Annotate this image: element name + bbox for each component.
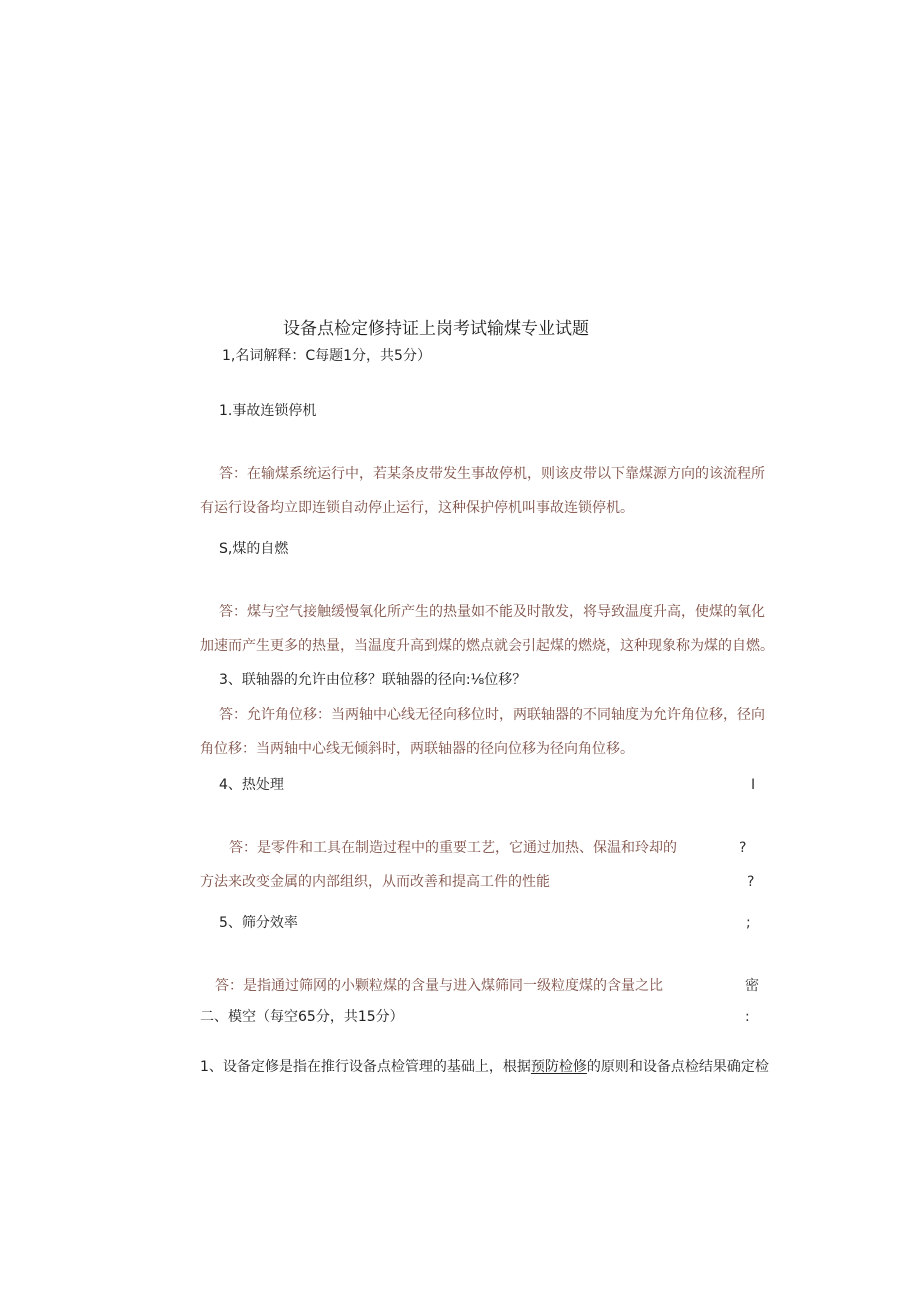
q2-answer-line-2: 加速而产生更多的热量，当温度升高到煤的燃点就会引起煤的燃烧，这种现象称为煤的自燃。 [200,638,774,654]
margin-mark: : [745,1009,750,1025]
q2-term: S,煤的自燃 [219,541,289,557]
q3-answer-line-1: 答：允许角位移：当两轴中心线无径向移位时，两联轴器的不同轴度为允许角位移，径向 [219,707,765,723]
q4-term: 4、热处理 [219,777,284,793]
section-1-heading: 1,名词解释：C每题1分，共5分） [222,348,431,364]
section-2-q1-prefix: 1、设备定修是指在推行设备点检管理的基础上，根据 [200,1059,531,1075]
q3-term: 3、联轴器的允许由位移？联轴器的径向:⅛位移？ [219,672,527,688]
margin-mark: ? [739,840,747,856]
q1-term: 1.事故连锁停机 [219,403,317,419]
page-title: 设备点检定修持证上岗考试输煤专业试题 [283,319,589,339]
margin-mark: I [751,777,756,793]
margin-mark: ; [746,915,751,931]
section-2-heading: 二、模空（每空65分，共15分） [200,1009,404,1025]
q3-answer-line-2: 角位移：当两轴中心线无倾斜时，两联轴器的径向位移为径向角位移。 [200,741,634,757]
q1-answer-line-1: 答：在输煤系统运行中，若某条皮带发生事故停机，则该皮带以下靠煤源方向的该流程所 [219,466,765,482]
margin-mark: 密 [745,978,759,994]
q4-answer-line-2: 方法来改变金属的内部组织，从而改善和提高工件的性能 [200,874,550,890]
margin-mark: ? [747,874,755,890]
q2-answer-line-1: 答：煤与空气接触缓慢氧化所产生的热量如不能及时散发，将导致温度升高，使煤的氧化 [219,604,765,620]
q5-answer-line-1: 答：是指通过筛网的小颗粒煤的含量与进入煤筛同一级粒度煤的含量之比 [215,978,663,994]
section-2-q1-suffix: 的原则和设备点检结果确定检 [586,1059,769,1075]
section-2-q1 [200,1058,769,1076]
q1-answer-line-2: 有运行设备均立即连锁自动停止运行，这种保护停机叫事故连锁停机。 [200,500,634,516]
q5-term: 5、筛分效率 [219,915,298,931]
q4-answer-line-1: 答：是零件和工具在制造过程中的重要工艺，它通过加热、保温和玲却的 [229,840,677,856]
section-2-q1-blank-answer: 预防检修 [530,1059,587,1075]
